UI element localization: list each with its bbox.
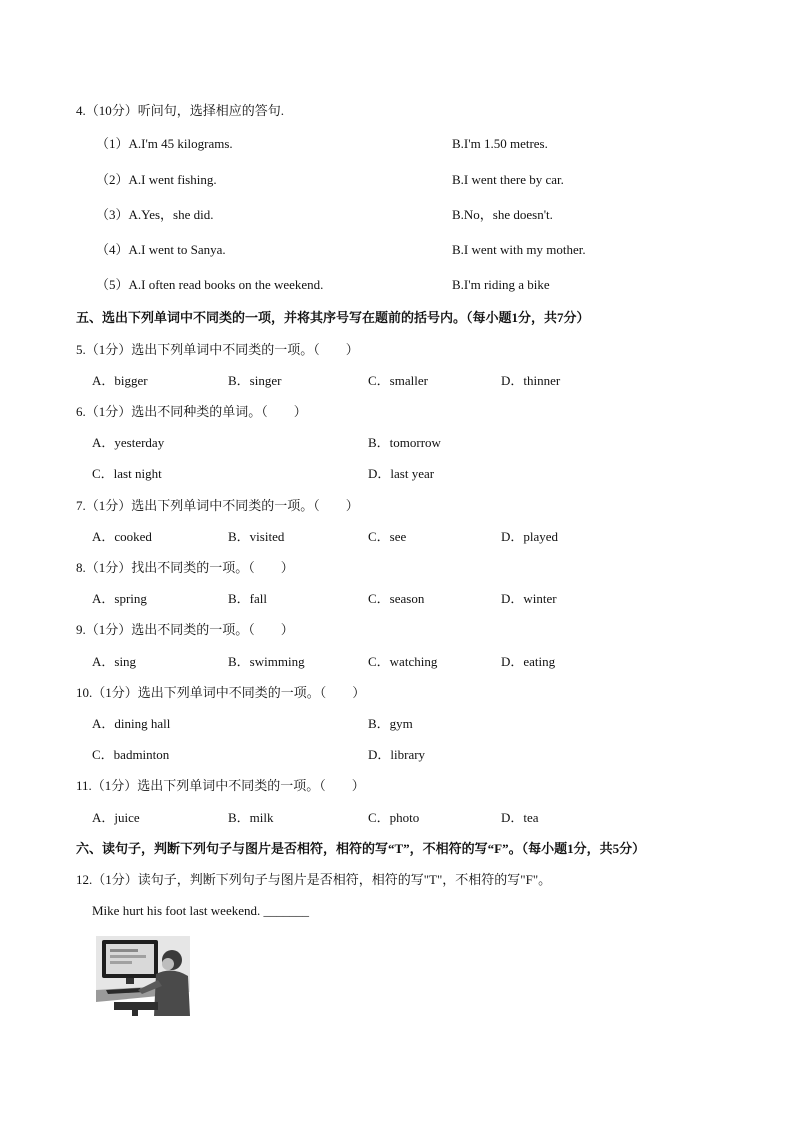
q10-option-d: D．library bbox=[368, 747, 426, 762]
q7-option-d: D．played bbox=[501, 529, 559, 544]
q11-option-c: C．photo bbox=[368, 810, 420, 825]
q5-option-d: D．thinner bbox=[501, 373, 561, 388]
q4-item-2-option-a: （2）A.I went fishing. bbox=[96, 172, 217, 187]
q8-option-c: C．season bbox=[368, 591, 425, 606]
q4-item-4-option-a: （4）A.I went to Sanya. bbox=[96, 242, 226, 257]
section-6-title: 六、读句子，判断下列句子与图片是否相符，相符的写“T”，不相符的写“F”。（每小题1分，共5分） bbox=[76, 841, 646, 856]
q9-option-c: C．watching bbox=[368, 654, 438, 669]
q6-option-b: B．tomorrow bbox=[368, 435, 441, 450]
question-10-stem: 10.（1分）选出下列单词中不同类的一项。（ ） bbox=[76, 685, 366, 700]
q4-item-5-option-b: B.I'm riding a bike bbox=[452, 277, 550, 292]
question-9-stem: 9.（1分）选出不同类的一项。（ ） bbox=[76, 622, 294, 637]
q9-option-b: B．swimming bbox=[228, 654, 305, 669]
q5-option-c: C．smaller bbox=[368, 373, 428, 388]
q11-option-d: D．tea bbox=[501, 810, 539, 825]
q4-item-5-option-a: （5）A.I often read books on the weekend. bbox=[96, 277, 324, 292]
boy-at-computer-picture bbox=[96, 936, 190, 1016]
q8-option-b: B．fall bbox=[228, 591, 267, 606]
question-12-stem: 12.（1分）读句子，判断下列句子与图片是否相符，相符的写"T"，不相符的写"F"。 bbox=[76, 872, 552, 887]
question-11-stem: 11.（1分）选出下列单词中不同类的一项。（ ） bbox=[76, 778, 365, 793]
q10-option-b: B．gym bbox=[368, 716, 413, 731]
section-5-title: 五、选出下列单词中不同类的一项，并将其序号写在题前的括号内。（每小题1分，共7分） bbox=[76, 310, 590, 325]
question-7-stem: 7.（1分）选出下列单词中不同类的一项。（ ） bbox=[76, 498, 359, 513]
q10-option-c: C．badminton bbox=[92, 747, 170, 762]
question-4-stem: 4.（10分）听问句，选择相应的答句. bbox=[76, 103, 285, 118]
q4-item-2-option-b: B.I went there by car. bbox=[452, 172, 564, 187]
q6-option-c: C．last night bbox=[92, 466, 162, 481]
q11-option-b: B．milk bbox=[228, 810, 274, 825]
q4-item-1-option-b: B.I'm 1.50 metres. bbox=[452, 136, 548, 151]
q6-option-a: A．yesterday bbox=[92, 435, 165, 450]
question-12-sentence: Mike hurt his foot last weekend. _______ bbox=[92, 903, 309, 918]
q4-item-4-option-b: B.I went with my mother. bbox=[452, 242, 586, 257]
q9-option-d: D．eating bbox=[501, 654, 556, 669]
q8-option-a: A．spring bbox=[92, 591, 147, 606]
q8-option-d: D．winter bbox=[501, 591, 557, 606]
q4-item-3-option-a: （3）A.Yes，she did. bbox=[96, 207, 214, 222]
q11-option-a: A．juice bbox=[92, 810, 140, 825]
question-5-stem: 5.（1分）选出下列单词中不同类的一项。（ ） bbox=[76, 342, 359, 357]
q10-option-a: A．dining hall bbox=[92, 716, 171, 731]
q4-item-1-option-a: （1）A.I'm 45 kilograms. bbox=[96, 136, 233, 151]
q6-option-d: D．last year bbox=[368, 466, 435, 481]
q5-option-a: A．bigger bbox=[92, 373, 148, 388]
question-6-stem: 6.（1分）选出不同种类的单词。（ ） bbox=[76, 404, 307, 419]
question-8-stem: 8.（1分）找出不同类的一项。（ ） bbox=[76, 560, 294, 575]
q5-option-b: B．singer bbox=[228, 373, 282, 388]
q4-item-3-option-b: B.No，she doesn't. bbox=[452, 207, 553, 222]
q7-option-a: A．cooked bbox=[92, 529, 152, 544]
q7-option-c: C．see bbox=[368, 529, 407, 544]
q9-option-a: A．sing bbox=[92, 654, 137, 669]
q7-option-b: B．visited bbox=[228, 529, 285, 544]
